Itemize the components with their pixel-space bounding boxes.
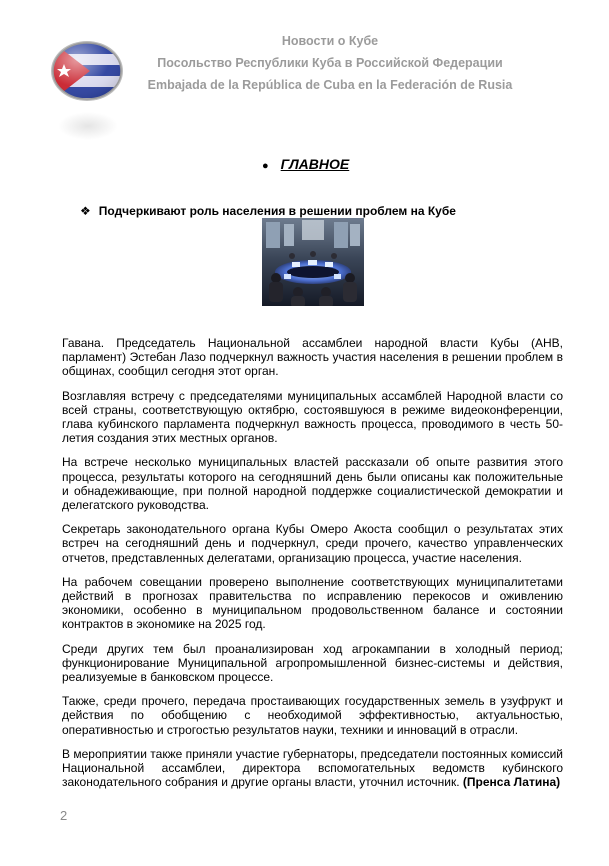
article-last-paragraph: [62, 747, 563, 790]
article-body: [62, 336, 563, 799]
article-paragraph: Гавана. Председатель Национальной ассамблеи народной власти Кубы (АНВ, парламент) Эстебан Лазо подчеркнул важность участия населения в решении проблем в общинах, сообщил сегодня этот орган.: [62, 336, 563, 379]
article-paragraph: Среди других тем был проанализирован ход агрокампании в холодный период; функционирование Муниципальной агропромышленной бизнес-системы и действия, реализуемые в банковском процессе.: [62, 641, 563, 685]
article-paragraph: На встрече несколько муниципальных властей рассказали об опыте развития этого процесса, результаты которого на сегодняшний день были описаны как положительные и обнадеживающие, при полной народной поддержке социалистической демократии и делегатского руководства.: [62, 455, 563, 513]
diamond-bullet-icon: ❖: [80, 204, 91, 218]
article-headline: [80, 204, 456, 218]
logo-reflection: [58, 112, 118, 140]
article-paragraph: Также, среди прочего, передача простаивающих государственных земель в узуфрукт и действия по обобщению с необходимой эффективностью, актуальностью, оперативностью и строгостью результатов науки, техники и инноваций в отрасли.: [62, 694, 563, 737]
page-number: 2: [60, 808, 68, 823]
article-source: (Пренса Латина): [462, 775, 561, 790]
header-embassy-ru: Посольство Республики Куба в Российской Федерации: [157, 56, 503, 70]
cuban-flag-sphere-icon: [50, 40, 124, 102]
bullet-icon: ●: [262, 160, 269, 172]
header-embassy-es: Embajada de la República de Cuba en la Federación de Rusia: [147, 78, 513, 92]
document-header: [120, 30, 540, 96]
header-title: Новости о Кубе: [281, 34, 379, 48]
article-paragraph: Секретарь законодательного органа Кубы Омеро Акоста сообщил о результатах этих встреч на сегодняшний день и подчеркнул, среди прочего, качество управленческих отчетов, представленных делегатами, организацию процесса, участие населения.: [62, 522, 563, 565]
section-heading: [262, 156, 349, 172]
meeting-photo: [262, 218, 364, 306]
article-paragraph: На рабочем совещании проверено выполнение соответствующих муниципалитетами действий в прогнозах правительства по исправлению перекосов и оживлению экономики, особенно в муниципальном продовольственном балансе и состоянии контрактов в экономике на 2025 год.: [62, 574, 563, 632]
section-heading-text: ГЛАВНОЕ: [280, 156, 350, 172]
article-headline-text: Подчеркивают роль населения в решении проблем на Кубе: [98, 204, 456, 218]
article-paragraph: Возглавляя встречу с председателями муниципальных ассамблей Народной власти со всей страны, соответствующую октябрю, состоявшуюся в режиме видеоконференции, глава кубинского парламента подчеркнул важность процесса, проводимого в честь 50-летия создания этих местных органов.: [62, 388, 563, 446]
last-paragraph-text: В мероприятии также приняли участие губернаторы, председатели постоянных комиссий Национальной ассамблеи, директора вспомогательных ведомств кубинского законодательного собрания и другие органы власти, уточнил источник.: [62, 746, 563, 790]
